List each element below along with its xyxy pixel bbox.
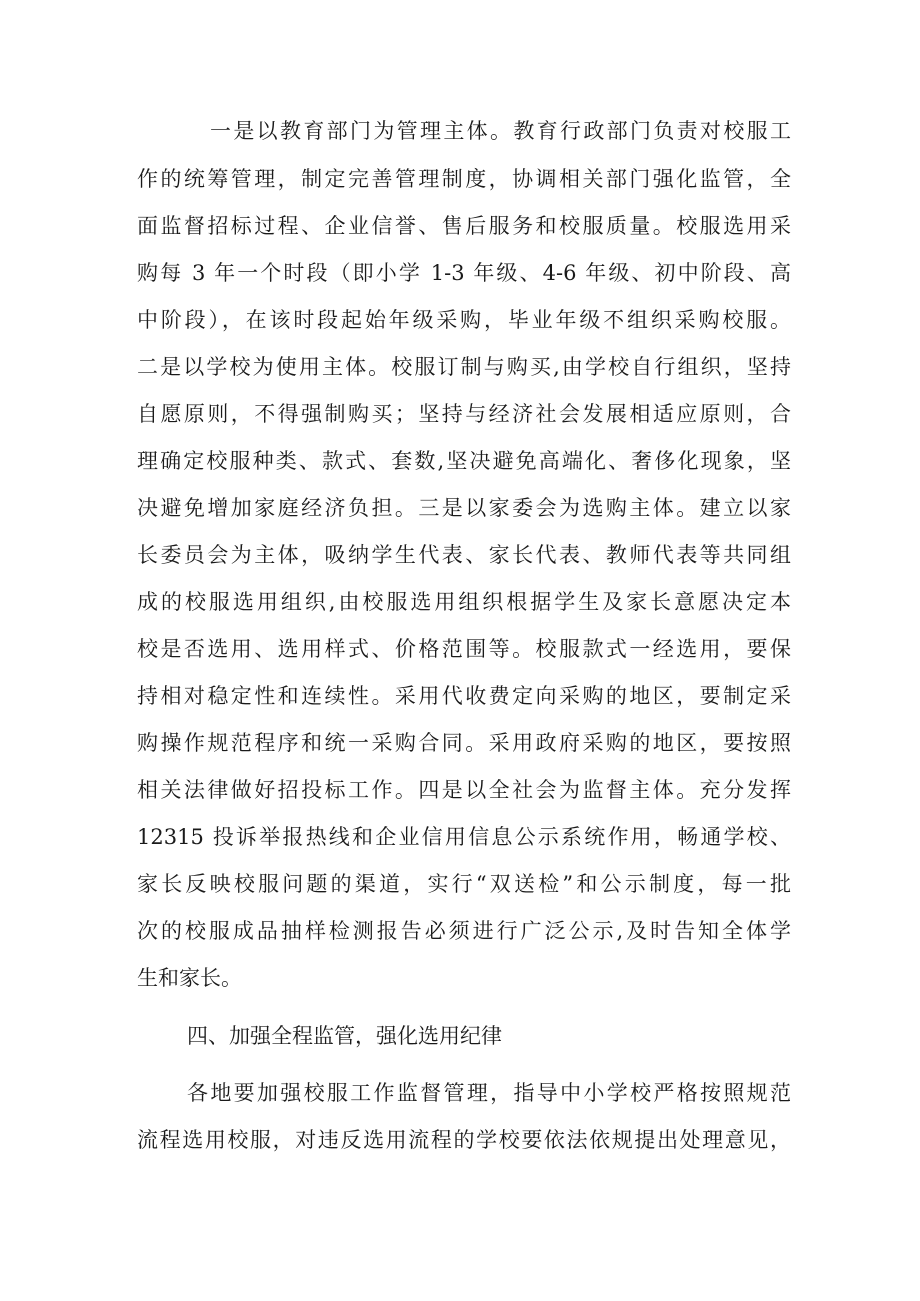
paragraph-line: 面监督招标过程、企业信誉、售后服务和校服质量。校服选用采	[137, 214, 791, 238]
paragraph-line: 中阶段），在该时段起始年级采购，毕业年级不组织采购校服。	[137, 308, 791, 332]
paragraph-line: 成的校服选用组织,由校服选用组织根据学生及家长意愿决定本	[137, 590, 791, 614]
paragraph-line: 自愿原则，不得强制购买；坚持与经济社会发展相适应原则，合	[137, 402, 791, 426]
paragraph-line: 相关法律做好招投标工作。四是以全社会为监督主体。充分发挥	[137, 778, 791, 802]
paragraph-line: 购每 3 年一个时段（即小学 1-3 年级、4-6 年级、初中阶段、高	[137, 261, 791, 285]
paragraph-line: 持相对稳定性和连续性。采用代收费定向采购的地区，要制定采	[137, 684, 791, 708]
paragraph-line: 次的校服成品抽样检测报告必须进行广泛公示,及时告知全体学	[137, 919, 791, 943]
paragraph-line: 理确定校服种类、款式、套数,坚决避免高端化、奢侈化现象，坚	[137, 449, 791, 473]
paragraph-line: 长委员会为主体，吸纳学生代表、家长代表、教师代表等共同组	[137, 543, 791, 567]
paragraph-line: 校是否选用、选用样式、价格范围等。校服款式一经选用，要保	[137, 637, 791, 661]
paragraph-line: 决避免增加家庭经济负担。三是以家委会为选购主体。建立以家	[137, 496, 791, 520]
section-heading: 四、加强全程监管，强化选用纪律	[187, 1024, 502, 1048]
paragraph-line: 一是以教育部门为管理主体。教育行政部门负责对校服工	[210, 119, 791, 143]
paragraph-line: 生和家长。	[137, 966, 242, 990]
paragraph-line: 各地要加强校服工作监督管理，指导中小学校严格按照规范	[187, 1081, 791, 1105]
paragraph-line: 12315 投诉举报热线和企业信用信息公示系统作用，畅通学校、	[137, 825, 791, 849]
paragraph-line: 流程选用校服，对违反选用流程的学校要依法依规提出处理意见，	[137, 1128, 791, 1152]
paragraph-line: 作的统筹管理，制定完善管理制度，协调相关部门强化监管，全	[137, 167, 791, 191]
paragraph-line: 二是以学校为使用主体。校服订制与购买,由学校自行组织，坚持	[137, 355, 791, 379]
paragraph-line: 购操作规范程序和统一采购合同。采用政府采购的地区，要按照	[137, 731, 791, 755]
paragraph-line: 家长反映校服问题的渠道，实行“双送检”和公示制度，每一批	[137, 872, 791, 896]
